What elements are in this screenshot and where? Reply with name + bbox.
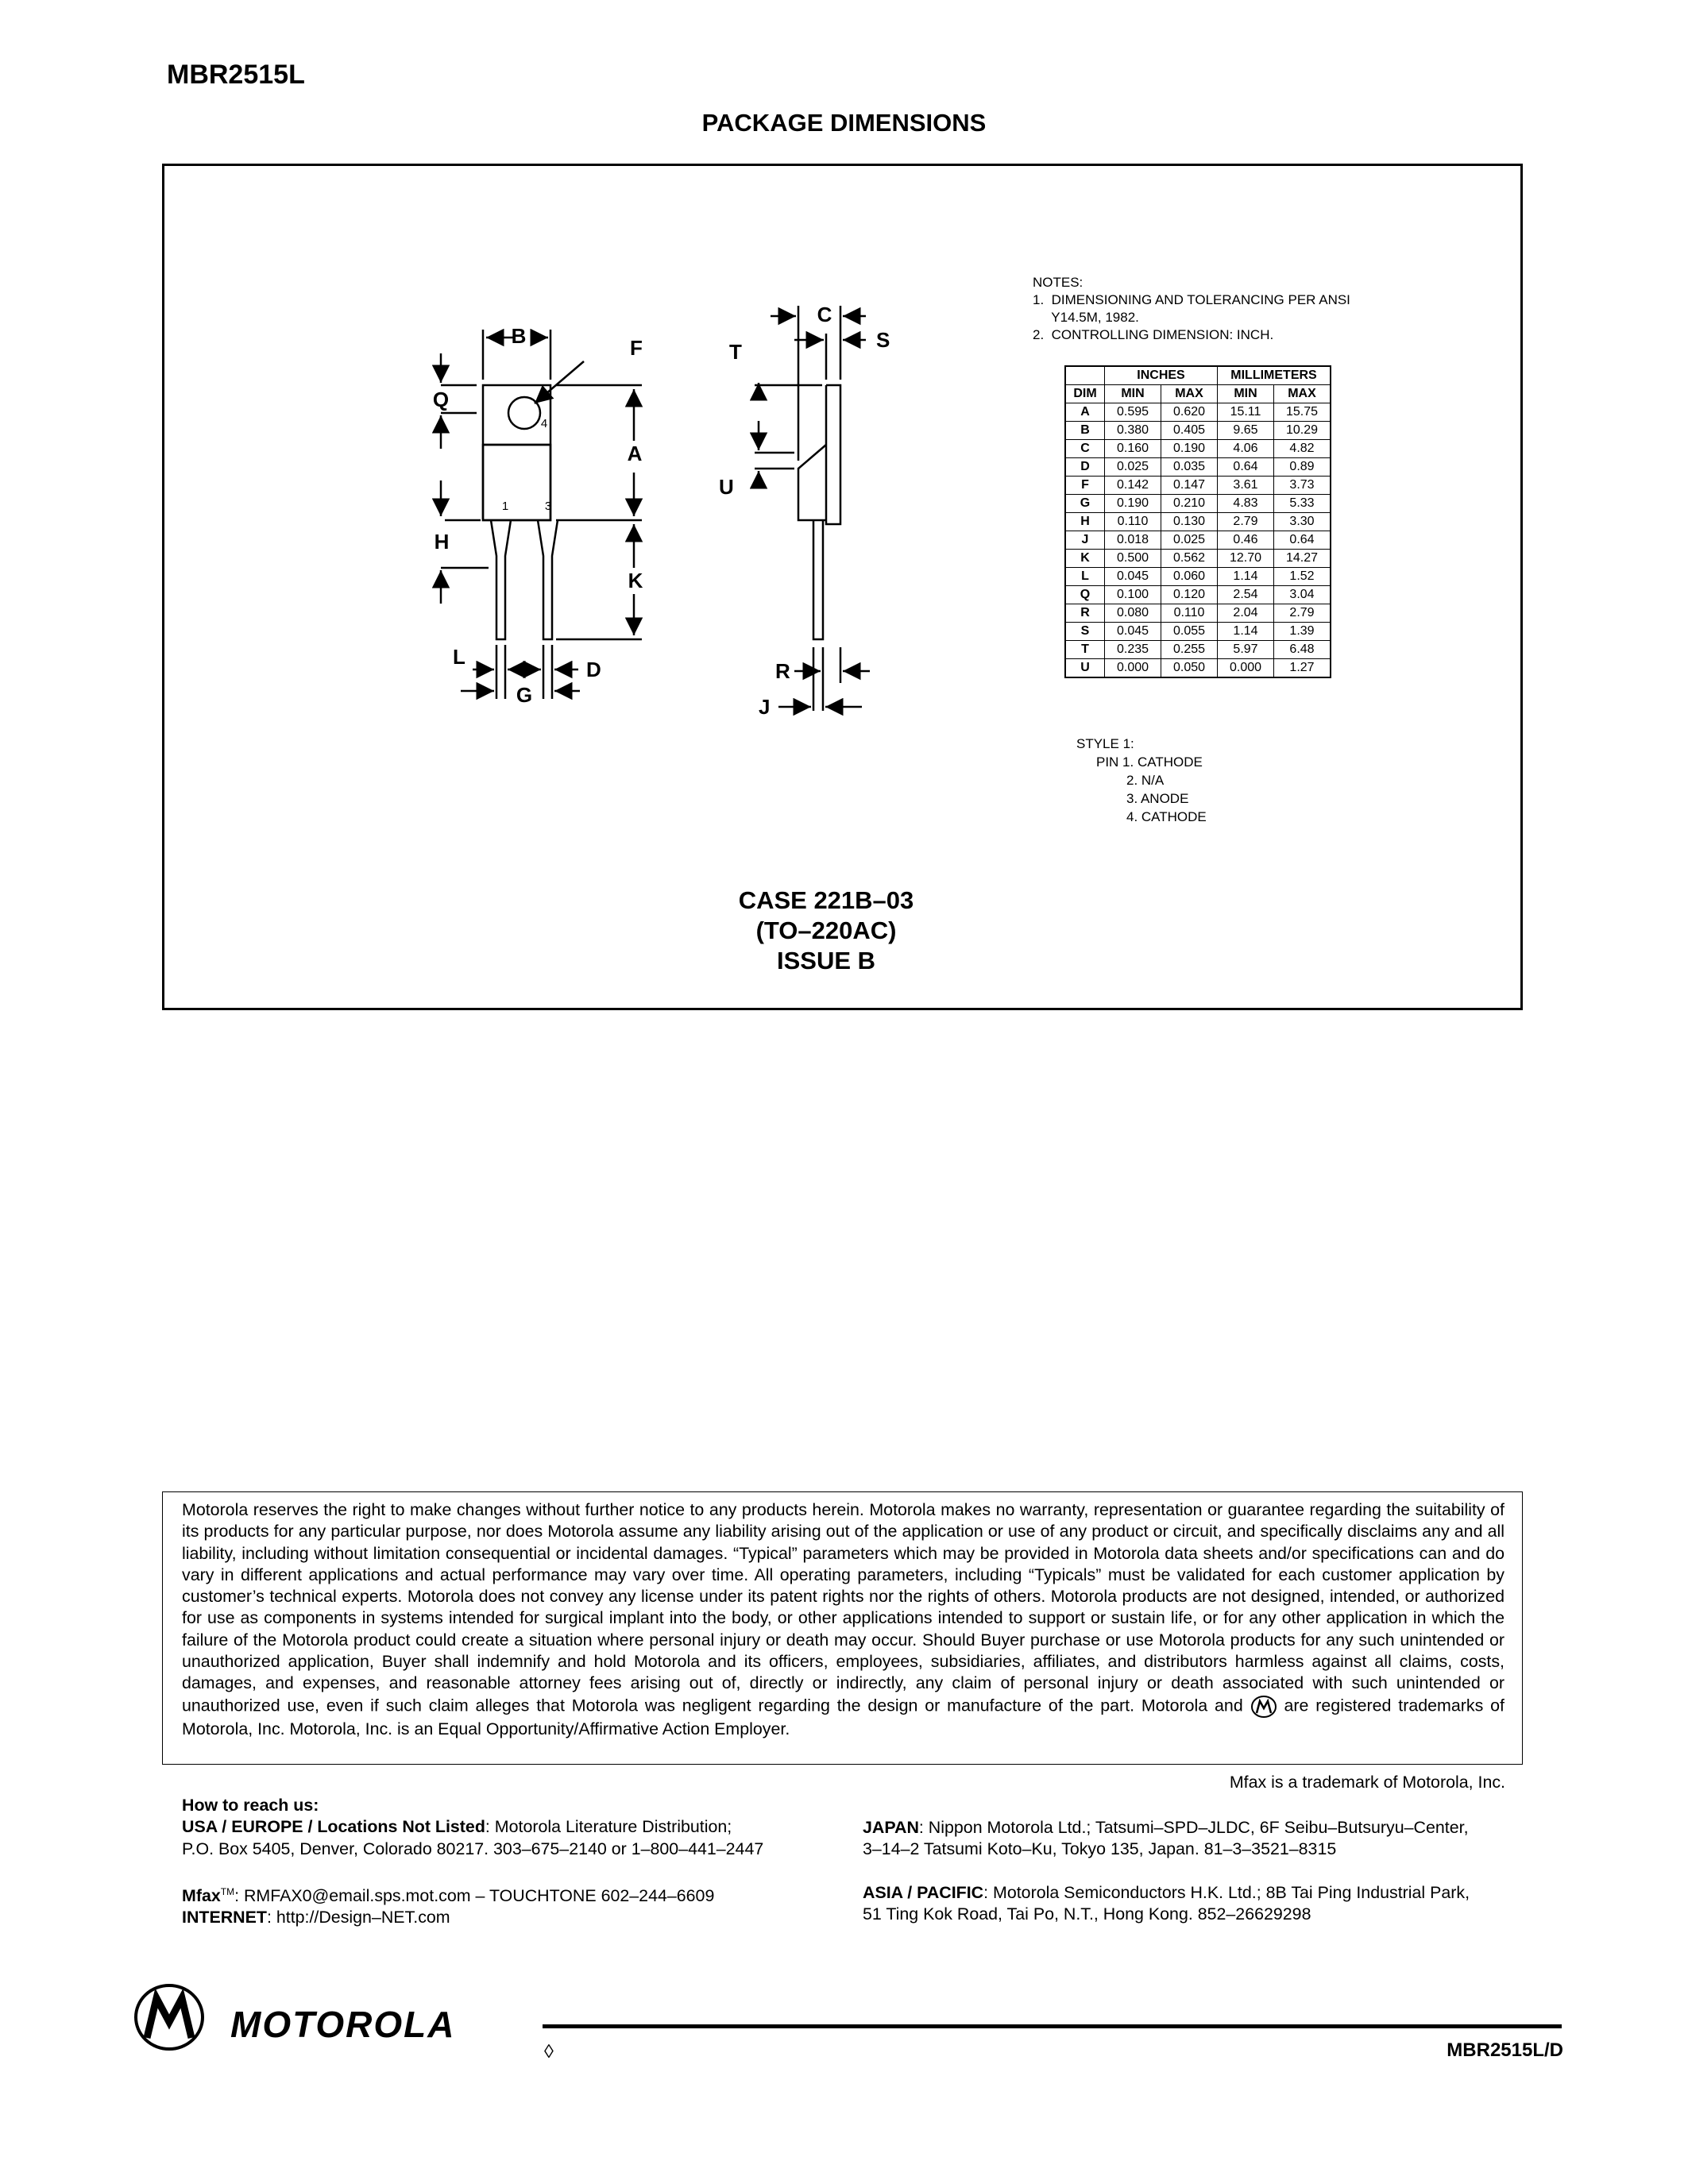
column-header: MAX <box>1161 385 1218 403</box>
dimensions-table-body <box>1065 403 1331 678</box>
dim-value-cell: 0.000 <box>1105 659 1161 678</box>
dim-letter-cell: H <box>1065 513 1105 531</box>
dim-value-cell: 0.380 <box>1105 422 1161 440</box>
dim-value-cell: 0.060 <box>1161 568 1218 586</box>
mfax-tm: TM <box>220 1885 235 1897</box>
dim-value-cell: 3.04 <box>1274 586 1331 604</box>
usa-europe-address: P.O. Box 5405, Denver, Colorado 80217. 303–675–2140 or 1–800–441–2447 <box>182 1839 764 1858</box>
dim-letter-cell: T <box>1065 641 1105 659</box>
internet-label: INTERNET <box>182 1908 267 1927</box>
dim-value-cell: 1.14 <box>1218 623 1274 641</box>
dim-label-F: F <box>630 336 643 360</box>
package-outline-drawing <box>0 0 1688 1017</box>
column-header: DIM <box>1065 385 1105 403</box>
dim-label-J: J <box>759 695 771 719</box>
note-line: 1. DIMENSIONING AND TOLERANCING PER ANSI <box>1033 292 1350 307</box>
dim-value-cell: 0.100 <box>1105 586 1161 604</box>
dim-label-H: H <box>434 530 450 554</box>
dimensions-table <box>1064 365 1331 678</box>
asia-pacific-address: 51 Ting Kok Road, Tai Po, N.T., Hong Kong. 852–26629298 <box>863 1904 1311 1924</box>
dim-value-cell: 3.73 <box>1274 477 1331 495</box>
dim-value-cell: 3.30 <box>1274 513 1331 531</box>
dim-value-cell: 0.500 <box>1105 550 1161 568</box>
usa-europe-label: USA / EUROPE / Locations Not Listed <box>182 1817 485 1837</box>
table-row <box>1065 495 1331 513</box>
case-issue: ISSUE B <box>776 947 876 974</box>
dim-label-A: A <box>627 442 643 465</box>
dim-label-C: C <box>817 303 832 326</box>
dim-value-cell: 3.61 <box>1218 477 1274 495</box>
dim-label-R: R <box>775 659 790 683</box>
dim-value-cell: 2.79 <box>1218 513 1274 531</box>
dim-value-cell: 12.70 <box>1218 550 1274 568</box>
internet-link[interactable]: : http://Design–NET.com <box>266 1908 450 1927</box>
table-row <box>1065 604 1331 623</box>
asia-pacific-text: : Motorola Semiconductors H.K. Ltd.; 8B Tai Ping Industrial Park, <box>983 1882 1470 1902</box>
dim-label-B: B <box>511 324 527 348</box>
table-row <box>1065 659 1331 678</box>
table-row <box>1065 586 1331 604</box>
table-row <box>1065 458 1331 477</box>
document-number: MBR2515L/D <box>1447 2039 1563 2061</box>
dim-value-cell: 0.64 <box>1218 458 1274 477</box>
table-row <box>1065 422 1331 440</box>
group-header-millimeters: MILLIMETERS <box>1218 366 1331 385</box>
style-pin-line: 3. ANODE <box>1126 791 1189 806</box>
japan-address: 3–14–2 Tatsumi Koto–Ku, Tokyo 135, Japan. 81–3–3521–8315 <box>863 1839 1337 1859</box>
pin-label-3: 3 <box>544 500 552 513</box>
dim-value-cell: 0.46 <box>1218 531 1274 550</box>
dim-value-cell: 0.035 <box>1161 458 1218 477</box>
group-header-inches: INCHES <box>1105 366 1218 385</box>
asia-pacific-label: ASIA / PACIFIC <box>863 1882 984 1902</box>
dim-label-Q: Q <box>432 388 450 411</box>
table-row <box>1065 477 1331 495</box>
dim-value-cell: 0.190 <box>1105 495 1161 513</box>
dim-letter-cell: K <box>1065 550 1105 568</box>
dim-letter-cell: B <box>1065 422 1105 440</box>
table-row <box>1065 568 1331 586</box>
dim-value-cell: 0.89 <box>1274 458 1331 477</box>
tab-outline <box>483 385 550 520</box>
case-number: CASE 221B–03 <box>738 886 914 914</box>
dim-value-cell: 5.97 <box>1218 641 1274 659</box>
table-row <box>1065 641 1331 659</box>
dim-label-L: L <box>453 645 465 669</box>
dim-value-cell: 2.04 <box>1218 604 1274 623</box>
dim-value-cell: 0.120 <box>1161 586 1218 604</box>
dim-value-cell: 0.080 <box>1105 604 1161 623</box>
dim-label-T: T <box>729 340 742 364</box>
disclaimer-tail: are registered trademarks of Motorola, Inc. Motorola, Inc. is an Equal Opportunity/Affirmative Action Employer. <box>182 1696 1505 1738</box>
dim-value-cell: 4.82 <box>1274 440 1331 458</box>
dim-letter-cell: G <box>1065 495 1105 513</box>
dim-letter-cell: S <box>1065 623 1105 641</box>
dim-value-cell: 9.65 <box>1218 422 1274 440</box>
usa-europe-text: : Motorola Literature Distribution; <box>485 1817 732 1837</box>
dim-value-cell: 0.160 <box>1105 440 1161 458</box>
dim-value-cell: 0.025 <box>1161 531 1218 550</box>
dim-value-cell: 0.405 <box>1161 422 1218 440</box>
dim-label-S: S <box>876 328 890 352</box>
motorola-wordmark: MOTOROLA <box>230 2004 456 2045</box>
mfax-contact: : RMFAX0@email.sps.mot.com – TOUCHTONE 602–244–6609 <box>234 1886 715 1906</box>
footer-symbol: ◊ <box>544 2041 554 2062</box>
pin-label-4: 4 <box>540 417 548 430</box>
dim-value-cell: 0.562 <box>1161 550 1218 568</box>
style-pin-line: 2. N/A <box>1126 773 1165 788</box>
dim-value-cell: 0.210 <box>1161 495 1218 513</box>
disclaimer-text <box>182 1499 1505 1740</box>
table-row <box>1065 550 1331 568</box>
dim-value-cell: 0.147 <box>1161 477 1218 495</box>
dim-value-cell: 0.110 <box>1161 604 1218 623</box>
contact-heading: How to reach us: <box>182 1796 319 1815</box>
dim-value-cell: 1.27 <box>1274 659 1331 678</box>
style-pin-line: 4. CATHODE <box>1126 809 1207 824</box>
pin-label-1: 1 <box>501 500 509 513</box>
table-row <box>1065 531 1331 550</box>
dim-value-cell: 4.06 <box>1218 440 1274 458</box>
contact-left-column <box>182 1795 849 1929</box>
dim-value-cell: 5.33 <box>1274 495 1331 513</box>
dim-value-cell: 0.000 <box>1218 659 1274 678</box>
mfax-trademark-note: Mfax is a trademark of Motorola, Inc. <box>1229 1773 1505 1792</box>
dim-value-cell: 0.018 <box>1105 531 1161 550</box>
style-block <box>1076 735 1207 826</box>
dim-value-cell: 0.045 <box>1105 568 1161 586</box>
dim-value-cell: 0.055 <box>1161 623 1218 641</box>
dim-letter-cell: D <box>1065 458 1105 477</box>
dim-value-cell: 15.11 <box>1218 403 1274 422</box>
disclaimer-body: Motorola reserves the right to make changes without further notice to any products herein. Motorola makes no warranty, representation or guarantee regarding the suitability of its products for any particular purpose, nor does Motorola assume any liability arising out of the application or use of any product or circuit, and specifically disclaims any and all liability, including without limitation consequential or incidental damages. “Typical” parameters which may be provided in Motorola data sheets and/or specifications can and do vary in different applications and actual performance may vary over time. All operating parameters, including “Typicals” must be validated for each customer application by customer’s technical experts. Motorola does not convey any license under its patent rights nor the rights of others. Motorola products are not designed, intended, or authorized for use as components in systems intended for surgical implant into the body, or other applications intended to support or sustain life, or for any other application in which the failure of the Motorola product could create a situation where personal injury or death may occur. Should Buyer purchase or use Motorola products for any such unintended or unauthorized application, Buyer shall indemnify and hold Motorola and its officers, employees, subsidiaries, affiliates, and distributors harmless against all claims, costs, damages, and expenses, and reasonable attorney fees arising out of, directly or indirectly, any claim of personal injury or death associated with such unintended or unauthorized use, even if such claim alleges that Motorola was negligent regarding the design or manufacture of the part. Motorola and <box>182 1500 1505 1715</box>
dim-letter-cell: A <box>1065 403 1105 422</box>
dim-letter-cell: U <box>1065 659 1105 678</box>
style-heading: STYLE 1: <box>1076 736 1134 751</box>
dim-value-cell: 0.235 <box>1105 641 1161 659</box>
dim-value-cell: 0.130 <box>1161 513 1218 531</box>
japan-text: : Nippon Motorola Ltd.; Tatsumi–SPD–JLDC, 6F Seibu–Butsuryu–Center, <box>918 1818 1469 1837</box>
dim-value-cell: 15.75 <box>1274 403 1331 422</box>
dim-value-cell: 0.142 <box>1105 477 1161 495</box>
dim-value-cell: 1.52 <box>1274 568 1331 586</box>
dim-letter-cell: L <box>1065 568 1105 586</box>
motorola-logo-icon <box>129 1982 209 2052</box>
dim-letter-cell: Q <box>1065 586 1105 604</box>
dim-value-cell: 1.39 <box>1274 623 1331 641</box>
dim-value-cell: 0.050 <box>1161 659 1218 678</box>
motorola-batwing-icon <box>1250 1695 1277 1719</box>
contact-right-column <box>863 1817 1530 1925</box>
dim-letter-cell: R <box>1065 604 1105 623</box>
dim-value-cell: 0.110 <box>1105 513 1161 531</box>
notes-block <box>1033 274 1350 344</box>
case-designation <box>556 886 1096 976</box>
table-row <box>1065 440 1331 458</box>
column-header: MIN <box>1105 385 1161 403</box>
dim-value-cell: 2.54 <box>1218 586 1274 604</box>
table-row <box>1065 623 1331 641</box>
dim-letter-cell: F <box>1065 477 1105 495</box>
dim-value-cell: 0.025 <box>1105 458 1161 477</box>
body-outline <box>483 445 550 520</box>
style-pin-line: PIN 1. CATHODE <box>1096 754 1203 770</box>
dim-letter-cell: C <box>1065 440 1105 458</box>
dim-value-cell: 14.27 <box>1274 550 1331 568</box>
notes-heading: NOTES: <box>1033 275 1083 290</box>
dim-value-cell: 0.595 <box>1105 403 1161 422</box>
dim-label-D: D <box>586 658 601 681</box>
note-line: Y14.5M, 1982. <box>1033 310 1139 325</box>
section-title: PACKAGE DIMENSIONS <box>701 109 987 137</box>
dim-value-cell: 0.255 <box>1161 641 1218 659</box>
dim-value-cell: 0.190 <box>1161 440 1218 458</box>
dim-value-cell: 2.79 <box>1274 604 1331 623</box>
dim-value-cell: 0.64 <box>1274 531 1331 550</box>
dim-value-cell: 6.48 <box>1274 641 1331 659</box>
dim-value-cell: 0.045 <box>1105 623 1161 641</box>
dim-value-cell: 0.620 <box>1161 403 1218 422</box>
dim-value-cell: 4.83 <box>1218 495 1274 513</box>
footer-rule <box>543 2024 1562 2028</box>
note-line: 2. CONTROLLING DIMENSION: INCH. <box>1033 327 1274 342</box>
dim-value-cell: 1.14 <box>1218 568 1274 586</box>
dim-label-G: G <box>516 683 533 707</box>
dim-value-cell: 10.29 <box>1274 422 1331 440</box>
table-row <box>1065 513 1331 531</box>
table-row <box>1065 403 1331 422</box>
dim-letter-cell: J <box>1065 531 1105 550</box>
column-header: MAX <box>1274 385 1331 403</box>
dim-label-U: U <box>719 475 734 499</box>
japan-label: JAPAN <box>863 1818 919 1837</box>
mfax-label: Mfax <box>182 1886 221 1906</box>
dim-label-K: K <box>628 569 643 592</box>
part-number: MBR2515L <box>167 60 305 90</box>
column-header: MIN <box>1218 385 1274 403</box>
table-corner <box>1065 366 1105 385</box>
case-package: (TO–220AC) <box>755 916 897 944</box>
